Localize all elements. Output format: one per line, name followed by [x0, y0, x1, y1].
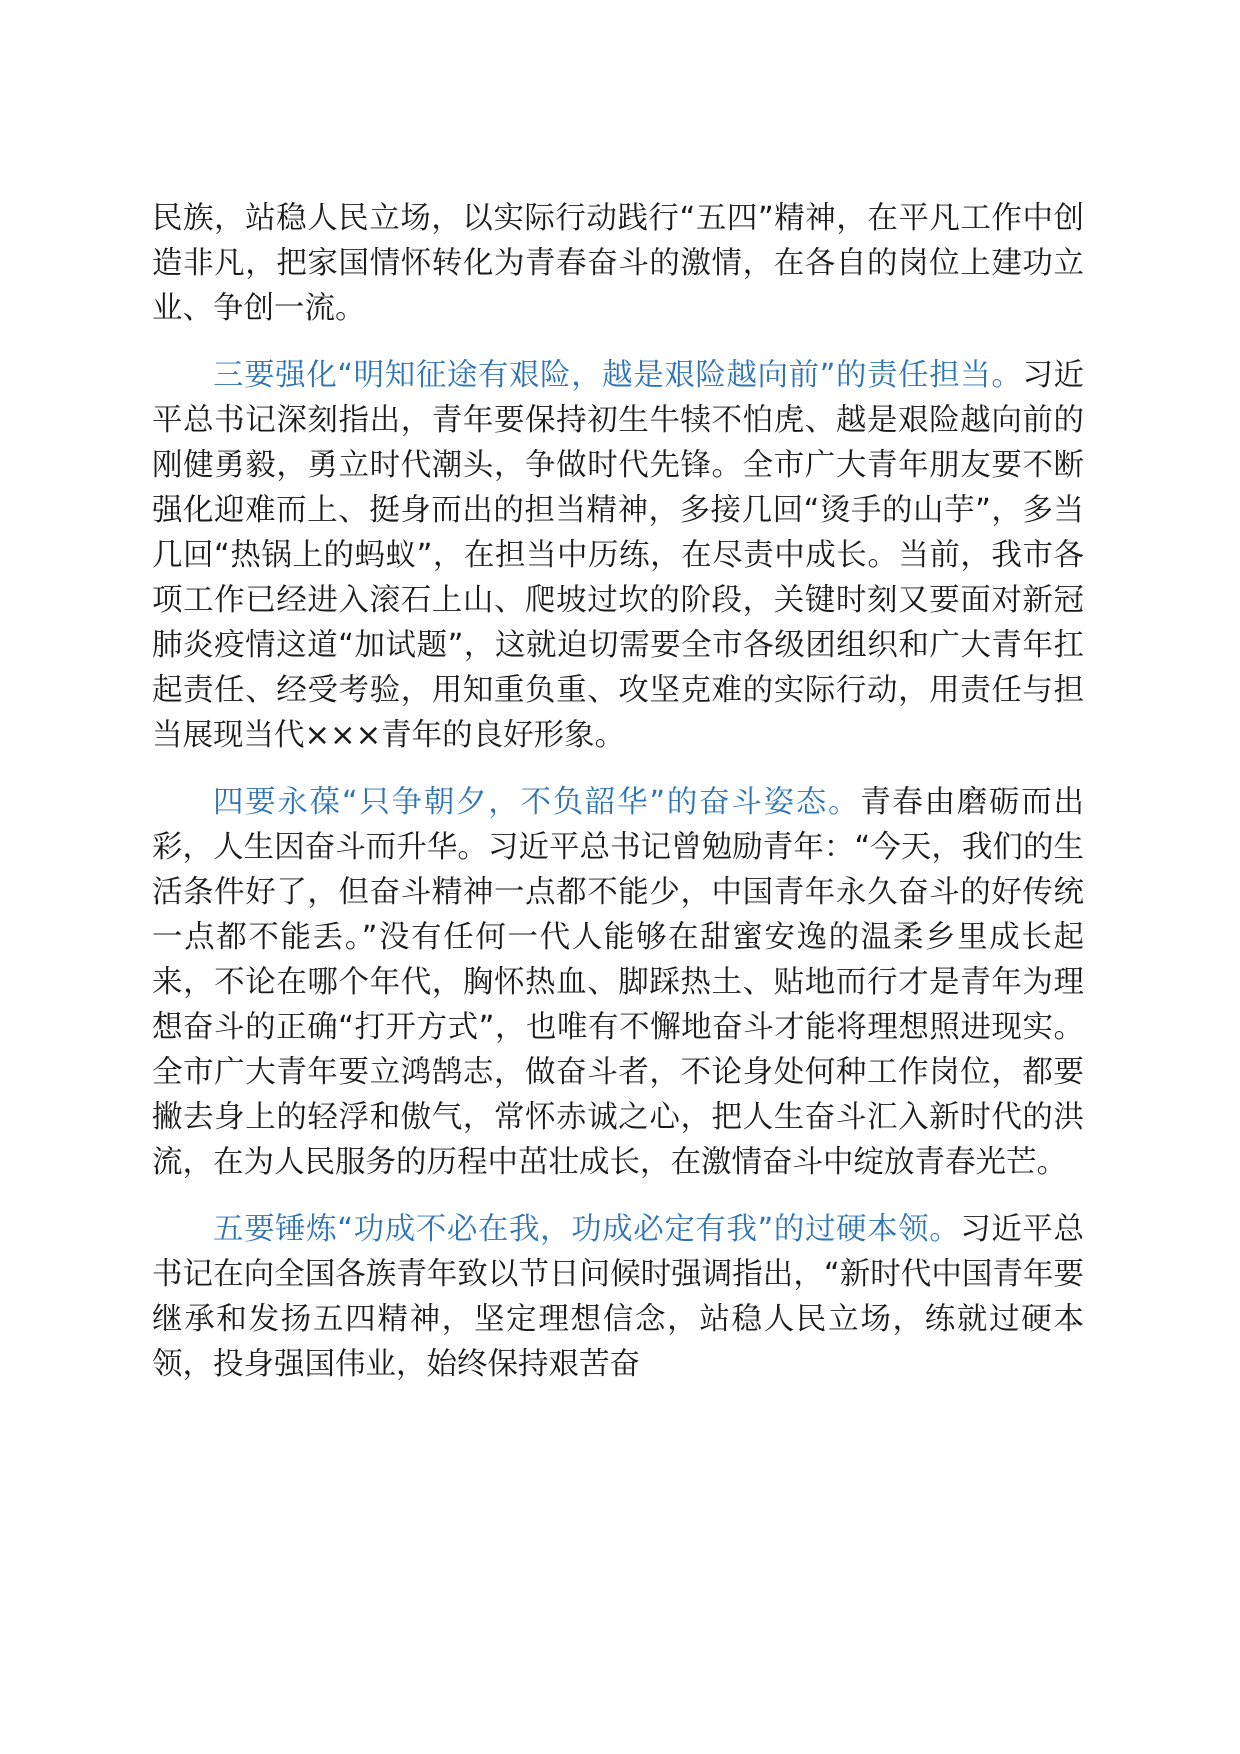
paragraph-body: 习近平总书记深刻指出，青年要保持初生牛犊不怕虎、越是艰险越向前的刚健勇毅，勇立时代潮头，争做时代先锋。全市广大青年朋友要不断强化迎难而上、挺身而出的担当精神，多接几回“烫手的山芋”，多当几回“热锅上的蚂蚁”，在担当中历练，在尽责中成长。当前，我市各项工作已经进入滚石上山、爬坡过坎的阶段，关键时刻又要面对新冠肺炎疫情这道“加试题”，这就迫切需要全市各级团组织和广大青年扛起责任、经受考验，用知重负重、攻坚克难的实际行动，用责任与担当展现当代×××青年的良好形象。 [152, 358, 1085, 753]
paragraph-body: 青春由磨砺而出彩，人生因奋斗而升华。习近平总书记曾勉励青年：“今天，我们的生活条件好了，但奋斗精神一点都不能少，中国青年永久奋斗的好传统一点都不能丢。”没有任何一代人能够在甜蜜安逸的温柔乡里成长起来，不论在哪个年代，胸怀热血、脚踩热土、贴地而行才是青年为理想奋斗的正确“打开方式”，也唯有不懈地奋斗才能将理想照进现实。全市广大青年要立鸿鹄志，做奋斗者，不论身处何种工作岗位，都要撇去身上的轻浮和傲气，常怀赤诚之心，把人生奋斗汇入新时代的洪流，在为人民服务的历程中茁壮成长，在激情奋斗中绽放青春光芒。 [152, 785, 1084, 1180]
paragraph-responsibility [152, 353, 1084, 758]
paragraph-body: 民族，站稳人民立场，以实际行动践行“五四”精神，在平凡工作中创造非凡，把家国情怀转化为青春奋斗的激情，在各自的岗位上建功立业、争创一流。 [152, 201, 1084, 326]
paragraph-skills [152, 1207, 1084, 1387]
paragraph-heading: 五要锤炼“功成不必在我，功成必定有我”的过硬本领。 [213, 1212, 961, 1247]
paragraph-continuation [152, 196, 1084, 331]
paragraph-struggle [152, 780, 1084, 1185]
document-body [152, 196, 1084, 1409]
paragraph-heading: 四要永葆“只争朝夕，不负韶华”的奋斗姿态。 [213, 785, 861, 820]
paragraph-heading: 三要强化“明知征途有艰险，越是艰险越向前”的责任担当。 [213, 358, 1023, 393]
paragraph-body: 习近平总书记在向全国各族青年致以节日问候时强调指出，“新时代中国青年要继承和发扬五四精神，坚定理想信念，站稳人民立场，练就过硬本领，投身强国伟业，始终保持艰苦奋 [152, 1212, 1084, 1382]
